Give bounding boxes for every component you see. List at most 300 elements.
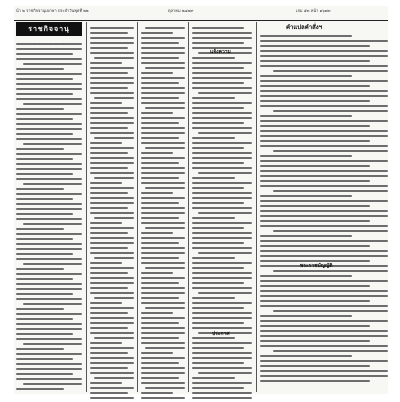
- text-line: [260, 250, 388, 252]
- text-line: [192, 67, 244, 69]
- column-3: [141, 24, 185, 390]
- text-line: [260, 285, 370, 287]
- text-line: [90, 277, 134, 279]
- text-line: [192, 347, 244, 349]
- text-line: [198, 372, 252, 374]
- text-line: [192, 247, 252, 249]
- text-line: [260, 220, 370, 222]
- text-line: [16, 218, 82, 220]
- text-line: [141, 112, 173, 114]
- text-line: [16, 228, 64, 230]
- text-line: [90, 102, 122, 104]
- text-line: [141, 292, 185, 294]
- text-line: [141, 232, 173, 234]
- text-line: [260, 40, 388, 42]
- text-line: [16, 328, 82, 330]
- text-line: [260, 45, 370, 47]
- text-line: [90, 307, 134, 309]
- text-line: [141, 207, 185, 209]
- text-line: [192, 107, 244, 109]
- text-line: [90, 232, 128, 234]
- text-line: [145, 227, 185, 229]
- text-line: [16, 173, 73, 175]
- text-line: [90, 52, 134, 54]
- text-line: [16, 178, 82, 180]
- text-line: [192, 257, 235, 259]
- text-line: [192, 157, 252, 159]
- text-line: [16, 308, 64, 310]
- text-line: [260, 155, 352, 157]
- text-line: [141, 372, 185, 374]
- text-line: [273, 70, 388, 72]
- text-line: [16, 363, 82, 365]
- sub-heading-3: แจ้งความ: [210, 49, 231, 55]
- text-line: [16, 353, 82, 355]
- text-line: [141, 282, 179, 284]
- text-line: [90, 282, 134, 284]
- text-line: [192, 222, 252, 224]
- text-line: [192, 182, 252, 184]
- text-line: [192, 397, 252, 399]
- text-line: [192, 97, 235, 99]
- text-line: [90, 187, 134, 189]
- text-line: [16, 128, 82, 130]
- text-line: [141, 192, 173, 194]
- text-line: [192, 62, 252, 64]
- text-line: [16, 53, 73, 55]
- text-line: [16, 113, 82, 115]
- text-line: [260, 120, 388, 122]
- text-line: [16, 348, 64, 350]
- text-line: [145, 67, 185, 69]
- text-line: [260, 175, 388, 177]
- text-line: [192, 287, 252, 289]
- text-line: [260, 335, 388, 337]
- text-line: [260, 95, 388, 97]
- text-line: [192, 32, 252, 34]
- text-line: [141, 272, 173, 274]
- text-line: [260, 130, 388, 132]
- text-line: [23, 303, 82, 305]
- text-line: [141, 52, 185, 54]
- text-line: [260, 115, 352, 117]
- text-line: [90, 252, 134, 254]
- text-line: [260, 140, 370, 142]
- text-line: [192, 307, 244, 309]
- text-line: [141, 322, 179, 324]
- text-line: [192, 387, 244, 389]
- text-line: [145, 307, 185, 309]
- text-line: [192, 297, 235, 299]
- text-line: [260, 275, 352, 277]
- text-line: [192, 207, 252, 209]
- header-right-text: เล่ม ๕๓ หน้า ๑๖๗๓: [296, 8, 331, 13]
- text-line: [16, 298, 82, 300]
- text-line: [260, 295, 388, 297]
- text-line: [90, 327, 128, 329]
- text-line: [192, 137, 235, 139]
- text-line: [90, 242, 134, 244]
- text-line: [94, 297, 134, 299]
- text-line: [145, 187, 185, 189]
- text-line: [192, 87, 252, 89]
- text-line: [16, 83, 82, 85]
- text-line: [90, 157, 134, 159]
- column-2: [90, 24, 134, 390]
- text-line: [192, 197, 252, 199]
- text-line: [141, 262, 185, 264]
- text-line: [141, 92, 185, 94]
- text-line: [90, 147, 134, 149]
- text-line: [141, 352, 173, 354]
- text-line: [141, 197, 185, 199]
- text-line: [192, 82, 244, 84]
- text-line: [16, 333, 73, 335]
- text-line: [273, 310, 388, 312]
- text-line: [94, 177, 134, 179]
- text-line: [141, 77, 185, 79]
- text-line: [16, 48, 82, 50]
- text-line: [192, 152, 252, 154]
- text-line: [141, 102, 185, 104]
- text-line: [90, 317, 134, 319]
- text-line: [90, 122, 134, 124]
- text-line: [16, 373, 73, 375]
- text-line: [260, 75, 352, 77]
- text-line: [260, 215, 388, 217]
- text-line: [16, 213, 73, 215]
- text-line: [23, 223, 82, 225]
- text-line: [260, 60, 370, 62]
- text-line: [141, 97, 179, 99]
- text-line: [260, 315, 352, 317]
- text-line: [260, 195, 352, 197]
- text-line: [23, 263, 82, 265]
- text-line: [16, 98, 82, 100]
- text-line: [192, 142, 252, 144]
- text-line: [141, 317, 185, 319]
- text-line: [192, 352, 252, 354]
- text-line: [90, 352, 128, 354]
- text-line: [192, 362, 244, 364]
- masthead: ราชกิจจานุ: [16, 22, 82, 36]
- text-line: [16, 163, 82, 165]
- text-line: [90, 212, 134, 214]
- text-line: [260, 205, 370, 207]
- text-line: [94, 377, 134, 379]
- text-line: [192, 227, 244, 229]
- text-line: [90, 302, 122, 304]
- text-line: [145, 107, 185, 109]
- text-line: [192, 302, 252, 304]
- text-line: [192, 217, 235, 219]
- text-line: [192, 72, 252, 74]
- text-line: [260, 340, 370, 342]
- text-line: [141, 62, 185, 64]
- sub-heading-2: ประกาศ: [212, 331, 230, 337]
- text-line: [23, 343, 82, 345]
- text-line: [260, 165, 370, 167]
- text-line: [198, 172, 252, 174]
- text-line: [141, 57, 179, 59]
- text-line: [192, 127, 252, 129]
- text-line: [260, 305, 388, 307]
- text-line: [192, 42, 244, 44]
- text-line: [145, 27, 185, 29]
- text-line: [90, 82, 134, 84]
- text-line: [90, 247, 128, 249]
- text-line: [260, 160, 388, 162]
- text-line: [90, 332, 134, 334]
- text-line: [94, 217, 134, 219]
- text-line: [192, 322, 244, 324]
- text-line: [198, 292, 252, 294]
- text-line: [16, 193, 82, 195]
- text-line: [16, 258, 82, 260]
- text-line: [16, 283, 82, 285]
- text-line: [94, 57, 134, 59]
- text-line: [16, 268, 64, 270]
- text-line: [260, 170, 388, 172]
- text-line: [141, 72, 173, 74]
- text-line: [273, 190, 388, 192]
- header-middle-text: ตุลาคม ๒๔๗๙: [168, 8, 194, 13]
- text-line: [90, 47, 128, 49]
- text-line: [23, 383, 82, 385]
- column-5: [260, 32, 388, 390]
- sub-heading-1: พระราชบัญญัติ: [300, 263, 333, 269]
- text-line: [16, 248, 82, 250]
- text-line: [16, 293, 73, 295]
- text-line: [141, 117, 185, 119]
- text-line: [260, 330, 388, 332]
- text-line: [260, 135, 388, 137]
- text-line: [192, 57, 235, 59]
- text-line: [90, 207, 128, 209]
- text-line: [16, 138, 82, 140]
- text-line: [260, 55, 388, 57]
- text-line: [16, 88, 82, 90]
- text-line: [141, 242, 179, 244]
- text-line: [192, 122, 244, 124]
- header-left-text: น้า ๒ ราชกิจจานุเบกษา ประจำวันพุธที่ ๒๒: [16, 8, 89, 13]
- text-line: [260, 355, 352, 357]
- column-divider-3: [188, 22, 189, 392]
- text-line: [16, 313, 82, 315]
- right-column-title: คำแปลคำสั่งฯ: [286, 24, 323, 31]
- text-line: [90, 372, 134, 374]
- text-line: [90, 292, 134, 294]
- text-line: [94, 137, 134, 139]
- text-line: [90, 392, 128, 394]
- text-line: [141, 82, 179, 84]
- text-line: [90, 127, 128, 129]
- text-line: [141, 167, 185, 169]
- text-line: [145, 347, 185, 349]
- text-line: [260, 290, 388, 292]
- text-line: [90, 202, 134, 204]
- text-line: [23, 183, 82, 185]
- text-line: [192, 102, 252, 104]
- text-line: [141, 32, 173, 34]
- text-line: [16, 118, 73, 120]
- text-line: [192, 117, 252, 119]
- text-line: [260, 365, 370, 367]
- text-line: [90, 32, 128, 34]
- text-line: [141, 357, 185, 359]
- text-line: [16, 238, 73, 240]
- text-line: [141, 182, 185, 184]
- text-line: [192, 327, 252, 329]
- text-line: [141, 367, 185, 369]
- text-line: [16, 368, 82, 370]
- text-line: [90, 142, 122, 144]
- text-line: [260, 280, 388, 282]
- text-line: [90, 62, 122, 64]
- text-line: [141, 332, 185, 334]
- text-line: [141, 137, 179, 139]
- text-line: [260, 325, 370, 327]
- text-line: [192, 162, 244, 164]
- text-line: [141, 87, 185, 89]
- text-line: [141, 382, 185, 384]
- text-line: [192, 177, 235, 179]
- text-line: [90, 112, 128, 114]
- text-line: [16, 273, 82, 275]
- text-line: [192, 237, 252, 239]
- text-line: [141, 277, 185, 279]
- text-line: [90, 262, 122, 264]
- text-line: [141, 122, 179, 124]
- text-line: [141, 152, 173, 154]
- text-line: [273, 270, 388, 272]
- text-line: [90, 167, 128, 169]
- text-line: [273, 150, 388, 152]
- text-line: [141, 237, 185, 239]
- text-line: [145, 147, 185, 149]
- text-line: [16, 133, 73, 135]
- text-line: [90, 77, 134, 79]
- text-line: [192, 277, 252, 279]
- text-line: [260, 235, 352, 237]
- text-line: [90, 312, 128, 314]
- text-line: [90, 162, 134, 164]
- column-divider-1: [86, 22, 87, 392]
- text-line: [16, 388, 64, 390]
- text-line: [260, 380, 370, 382]
- text-line: [273, 230, 388, 232]
- text-line: [16, 198, 73, 200]
- text-line: [90, 192, 128, 194]
- text-line: [260, 80, 388, 82]
- text-line: [16, 203, 82, 205]
- text-line: [260, 245, 370, 247]
- text-line: [141, 287, 185, 289]
- text-line: [90, 197, 134, 199]
- text-line: [198, 92, 252, 94]
- text-line: [23, 63, 82, 65]
- text-line: [90, 72, 128, 74]
- text-line: [16, 253, 73, 255]
- text-line: [260, 50, 388, 52]
- text-line: [23, 143, 82, 145]
- text-line: [141, 327, 185, 329]
- text-line: [141, 177, 179, 179]
- text-line: [192, 377, 235, 379]
- text-line: [90, 357, 134, 359]
- text-line: [260, 370, 388, 372]
- text-line: [192, 27, 244, 29]
- text-line: [90, 237, 134, 239]
- text-line: [260, 300, 370, 302]
- text-line: [260, 225, 388, 227]
- text-line: [260, 360, 388, 362]
- text-line: [16, 148, 64, 150]
- text-line: [90, 322, 134, 324]
- text-line: [90, 172, 134, 174]
- text-line: [260, 210, 388, 212]
- text-line: [16, 243, 82, 245]
- text-line: [141, 212, 185, 214]
- text-line: [198, 212, 252, 214]
- text-line: [260, 200, 388, 202]
- text-line: [90, 37, 134, 39]
- text-line: [16, 278, 73, 280]
- text-line: [94, 97, 134, 99]
- text-line: [141, 377, 179, 379]
- text-line: [141, 202, 179, 204]
- text-line: [16, 233, 82, 235]
- text-line: [192, 77, 252, 79]
- text-line: [260, 105, 388, 107]
- text-line: [90, 287, 128, 289]
- text-line: [198, 132, 252, 134]
- text-line: [192, 242, 244, 244]
- text-line: [16, 123, 82, 125]
- text-line: [192, 392, 252, 394]
- text-line: [192, 342, 252, 344]
- text-line: [192, 262, 252, 264]
- text-line: [192, 192, 252, 194]
- text-line: [90, 182, 122, 184]
- text-line: [16, 168, 82, 170]
- text-line: [192, 112, 252, 114]
- text-line: [16, 43, 82, 45]
- text-line: [141, 157, 185, 159]
- text-line: [192, 202, 244, 204]
- text-line: [90, 397, 134, 399]
- text-line: [16, 93, 73, 95]
- text-line: [141, 297, 179, 299]
- column-1: [16, 40, 82, 390]
- text-line: [141, 302, 185, 304]
- text-line: [141, 172, 185, 174]
- text-line: [16, 158, 73, 160]
- text-line: [90, 387, 134, 389]
- text-line: [90, 342, 122, 344]
- column-divider-4: [256, 22, 257, 392]
- text-line: [141, 47, 185, 49]
- text-line: [260, 90, 388, 92]
- text-line: [273, 110, 388, 112]
- text-line: [90, 27, 134, 29]
- text-line: [141, 392, 173, 394]
- text-line: [141, 142, 185, 144]
- text-line: [260, 65, 388, 67]
- text-line: [260, 240, 388, 242]
- text-line: [192, 267, 244, 269]
- text-line: [141, 397, 185, 399]
